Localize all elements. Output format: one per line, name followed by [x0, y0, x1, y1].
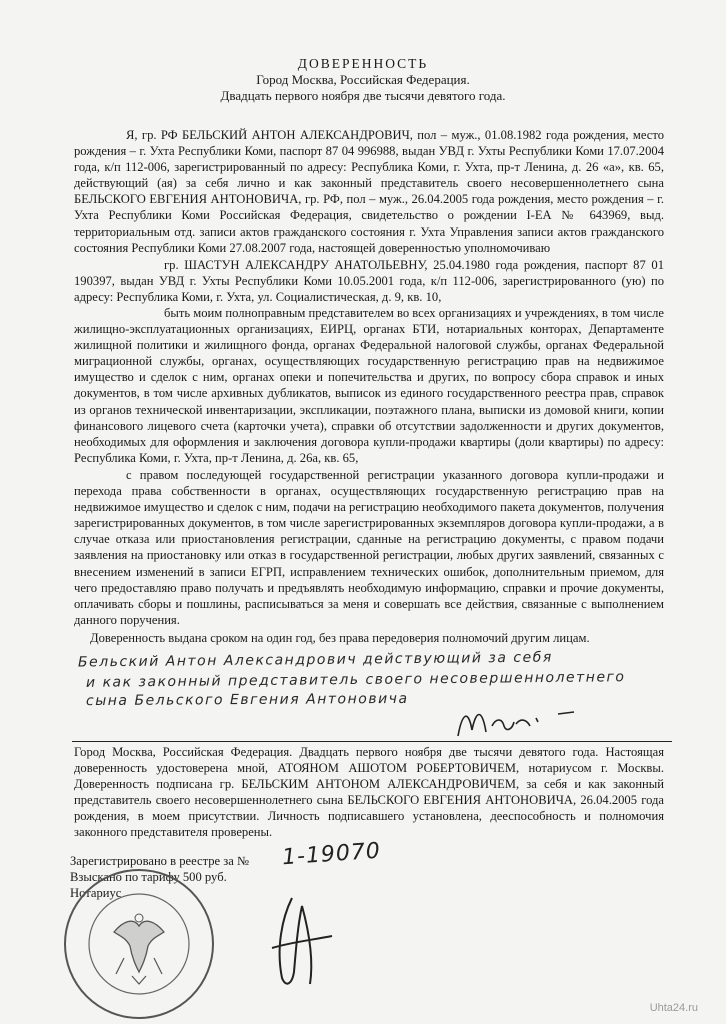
document-city: Город Москва, Российская Федерация.	[256, 72, 470, 87]
principal-signature-icon	[452, 700, 592, 744]
handwritten-line-1: Бельский Антон Александрович действующий за себя	[77, 649, 553, 671]
notary-label: Нотариус	[70, 886, 122, 900]
separator-line	[72, 741, 672, 742]
principal-paragraph: Я, гр. РФ БЕЛЬСКИЙ АНТОН АЛЕКСАНДРОВИЧ, пол – муж., 01.08.1982 года рождения, место рождения – г. Ухта Республики Коми, паспорт 87 04 996988, выдан УВД г. Ухты Республики Коми 17.07.2004 года, к/п 112-006, зарегистрированный по адресу: Республика Коми, г. Ухта, пр-т Ленина, д. 26 «а», кв. 65, действующий (ая) за себя лично и как законный представитель своего несовершеннолетнего сына БЕЛЬСКОГО ЕВГЕНИЯ АНТОНОВИЧА, гр. РФ, пол – муж., 26.04.2005 года рождения, место рождения – г. Ухта Республики Коми Российская Федерация, свидетельство о рождении I-ЕА № 643969, выд. территориальным отд. записи актов гражданского состояния г. Ухта Управления записи актов гражданского состояния Республики Коми 27.08.2007 года, настоящей доверенностью уполномочиваю	[74, 128, 664, 255]
registry-number: 1-19070	[281, 838, 382, 871]
notary-certification: Город Москва, Российская Федерация. Двадцать первого ноября две тысячи девятого года. Настоящая доверенность удостоверена мной, АТОЯНОМ АШОТОМ РОБЕРТОВИЧЕМ, нотариусом г. Москвы. Доверенность подписана гр. БЕЛЬСКИМ АНТОНОМ АЛЕКСАНДРОВИЧЕМ, за себя и как законный представитель своего несовершеннолетнего сына БЕЛЬСКОГО ЕВГЕНИЯ АНТОНОВИЧА, 26.04.2005 года рождения, в моем присутствии. Личность подписавшего установлена, дееспособность и полномочия законного представителя проверены.	[74, 745, 664, 840]
document-date: Двадцать первого ноября две тысячи девятого года.	[220, 88, 506, 103]
document-title: ДОВЕРЕННОСТЬ	[297, 56, 429, 71]
handwritten-line-3: сына Бельского Евгения Антоновича	[85, 690, 409, 710]
attorney-paragraph: гр. ШАСТУН АЛЕКСАНДРУ АНАТОЛЬЕВНУ, 25.04.1980 года рождения, паспорт 87 01 190397, выдан УВД г. Ухты Республики Коми 10.05.2001 года, к/п 112-006, зарегистрированного (ую) по адресу: Республика Коми, г. Ухта, ул. Социалистическая, д. 9, кв. 10,	[74, 258, 664, 305]
notary-signature-icon	[252, 888, 342, 998]
registry-label: Зарегистрировано в реестре за №	[70, 854, 250, 868]
notary-seal-icon	[54, 862, 224, 1022]
powers-paragraph: быть моим полноправным представителем во всех организациях и учреждениях, в том числе жилищно-эксплуатационных организациях, ЕИРЦ, органах БТИ, нотариальных конторах, Департаменте жилищной политики и жилищного фонда, органах Федеральной налоговой службы, органах Федеральной миграционной службы, органах, осуществляющих государственную регистрацию прав на недвижимое имущество и сделок с ним, органах опеки и попечительства и других, по вопросу сбора справок и иных документов, в том числе архивных дубликатов, выписок из единого государственного реестра прав, справок из органов технической инвентаризации, экспликации, поэтажного плана, выписки из домовой книги, копии финансового лицевого счета (карточки учета), справки об отсутствии задолженности и других документов, необходимых для оформления и заключения договора купли-продажи квартиры (доли квартиры) по адресу: Республика Коми, г. Ухта, пр-т Ленина, д. 26а, кв. 65,	[74, 306, 664, 465]
handwritten-line-2: и как законный представитель своего несовершеннолетнего	[85, 669, 626, 691]
fee-label: Взыскано по тарифу 500 руб.	[70, 870, 227, 884]
term-paragraph: Доверенность выдана сроком на один год, без права передоверия полномочий другим лицам.	[90, 631, 590, 645]
watermark: Uhta24.ru	[649, 1002, 698, 1014]
registration-powers-paragraph: с правом последующей государственной регистрации указанного договора купли-продажи и перехода права собственности в органах, осуществляющих государственную регистрацию прав на недвижимое имущество и сделок с ним, подачи на регистрацию необходимого пакета документов, получения зарегистрированных документов, в том числе зарегистрированных экземпляров договора купли-продажи, а в случае отказа или приостановления регистрации, сданные на регистрацию документы, с правом подачи заявления на приостановку или отказ в государственной регистрации, любых других заявлений, связанных с внесением изменений в записи ЕГРП, исправлением технических ошибок, дополнительным приемом, для чего предоставляю право получать и предъявлять необходимую информацию, справки и прочие документы, оплачивать сборы и пошлины, расписываться за меня и совершать все действия, связанные с выполнением данного поручения.	[74, 468, 664, 627]
